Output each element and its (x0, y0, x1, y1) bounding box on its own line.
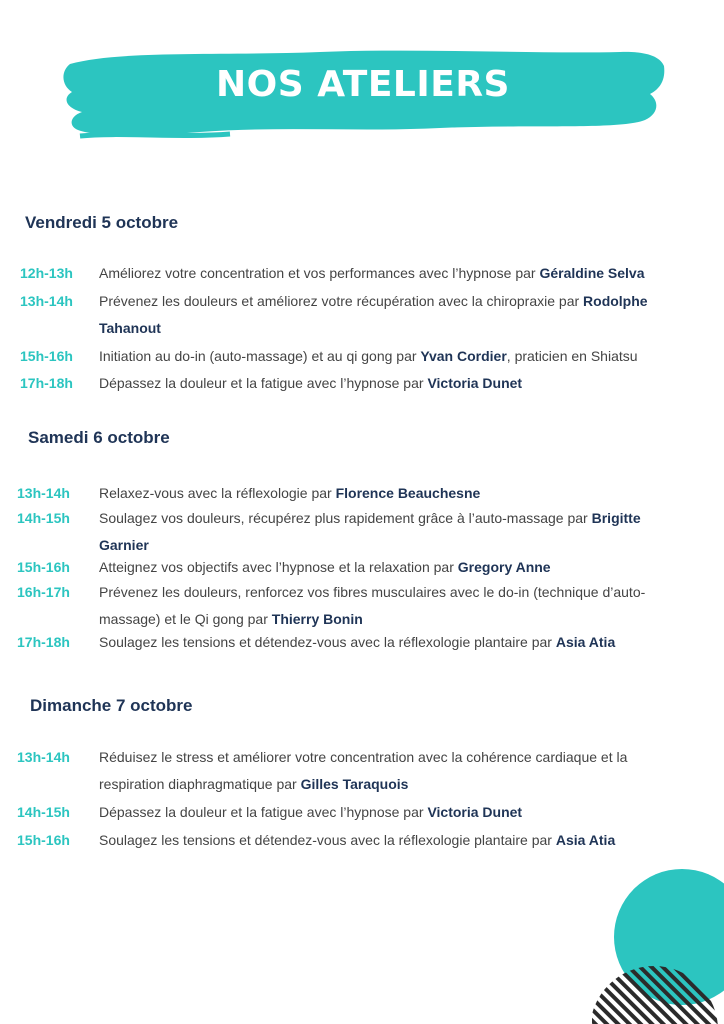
session-row (0, 830, 724, 856)
title-banner (60, 42, 666, 140)
session-time: 15h-16h (17, 559, 70, 575)
speaker-name: Thierry Bonin (271, 611, 363, 627)
session-description: Dépassez la douleur et la fatigue avec l’hypnose par Victoria Dunet (99, 804, 523, 820)
speaker-name: Yvan Cordier (420, 348, 507, 364)
session-time: 15h-16h (20, 348, 73, 364)
day-heading-friday: Vendredi 5 octobre (25, 213, 179, 232)
session-time: 17h-18h (20, 375, 73, 391)
session-row (0, 373, 724, 399)
session-row (0, 508, 724, 560)
session-row (0, 483, 724, 509)
speaker-name: Victoria Dunet (427, 375, 523, 391)
speaker-name: Gregory Anne (457, 559, 551, 575)
speaker-name: Florence Beauchesne (335, 485, 481, 501)
session-time: 12h-13h (20, 265, 73, 281)
speaker-name: Asia Atia (555, 634, 616, 650)
speaker-name: Brigitte (591, 510, 641, 526)
session-time: 16h-17h (17, 584, 70, 600)
session-time: 15h-16h (17, 832, 70, 848)
session-time: 13h-14h (20, 293, 73, 309)
day-heading-sunday: Dimanche 7 octobre (30, 696, 193, 715)
session-description: Atteignez vos objectifs avec l’hypnose et la relaxation par Gregory Anne (99, 559, 551, 575)
session-description: Dépassez la douleur et la fatigue avec l’hypnose par Victoria Dunet (99, 375, 523, 391)
session-row (0, 747, 724, 799)
session-description: Prévenez les douleurs, renforcez vos fibres musculaires avec le do-in (technique d’auto- (99, 584, 646, 600)
session-time: 13h-14h (17, 749, 70, 765)
session-row (0, 582, 724, 634)
session-time: 14h-15h (17, 510, 70, 526)
session-description: Soulagez les tensions et détendez-vous avec la réflexologie plantaire par Asia Atia (99, 634, 616, 650)
session-row (0, 263, 724, 289)
decorative-circles (592, 865, 724, 1024)
speaker-name: Gilles Taraquois (300, 776, 409, 792)
session-description: Soulagez les tensions et détendez-vous avec la réflexologie plantaire par Asia Atia (99, 832, 616, 848)
speaker-name: Victoria Dunet (427, 804, 523, 820)
session-row (0, 557, 724, 583)
speaker-name: Asia Atia (555, 832, 616, 848)
speaker-name: Rodolphe (583, 293, 648, 309)
session-description: Soulagez vos douleurs, récupérez plus rapidement grâce à l’auto-massage par Brigitte (99, 510, 641, 526)
session-row (0, 802, 724, 828)
speaker-name: Géraldine Selva (539, 265, 645, 281)
session-description: Relaxez-vous avec la réflexologie par Florence Beauchesne (99, 485, 481, 501)
page-title: NOS ATELIERS (216, 64, 510, 105)
session-description: Réduisez le stress et améliorer votre concentration avec la cohérence cardiaque et la (99, 749, 628, 765)
session-description: Améliorez votre concentration et vos performances avec l’hypnose par Géraldine Selva (99, 265, 645, 281)
session-description: Initiation au do-in (auto-massage) et au qi gong par Yvan Cordier, praticien en Shiatsu (99, 348, 638, 364)
session-description-line2: respiration diaphragmatique par Gilles Taraquois (99, 776, 409, 792)
speaker-name-continued: Garnier (99, 537, 149, 553)
session-description: Prévenez les douleurs et améliorez votre récupération avec la chiropraxie par Rodolphe (99, 293, 648, 309)
session-row (0, 346, 724, 372)
session-row (0, 632, 724, 658)
session-time: 14h-15h (17, 804, 70, 820)
day-heading-saturday: Samedi 6 octobre (28, 428, 170, 447)
session-time: 13h-14h (17, 485, 70, 501)
session-time: 17h-18h (17, 634, 70, 650)
session-row (0, 291, 724, 343)
session-description-line2: massage) et le Qi gong par Thierry Bonin (99, 611, 363, 627)
speaker-name-continued: Tahanout (99, 320, 161, 336)
